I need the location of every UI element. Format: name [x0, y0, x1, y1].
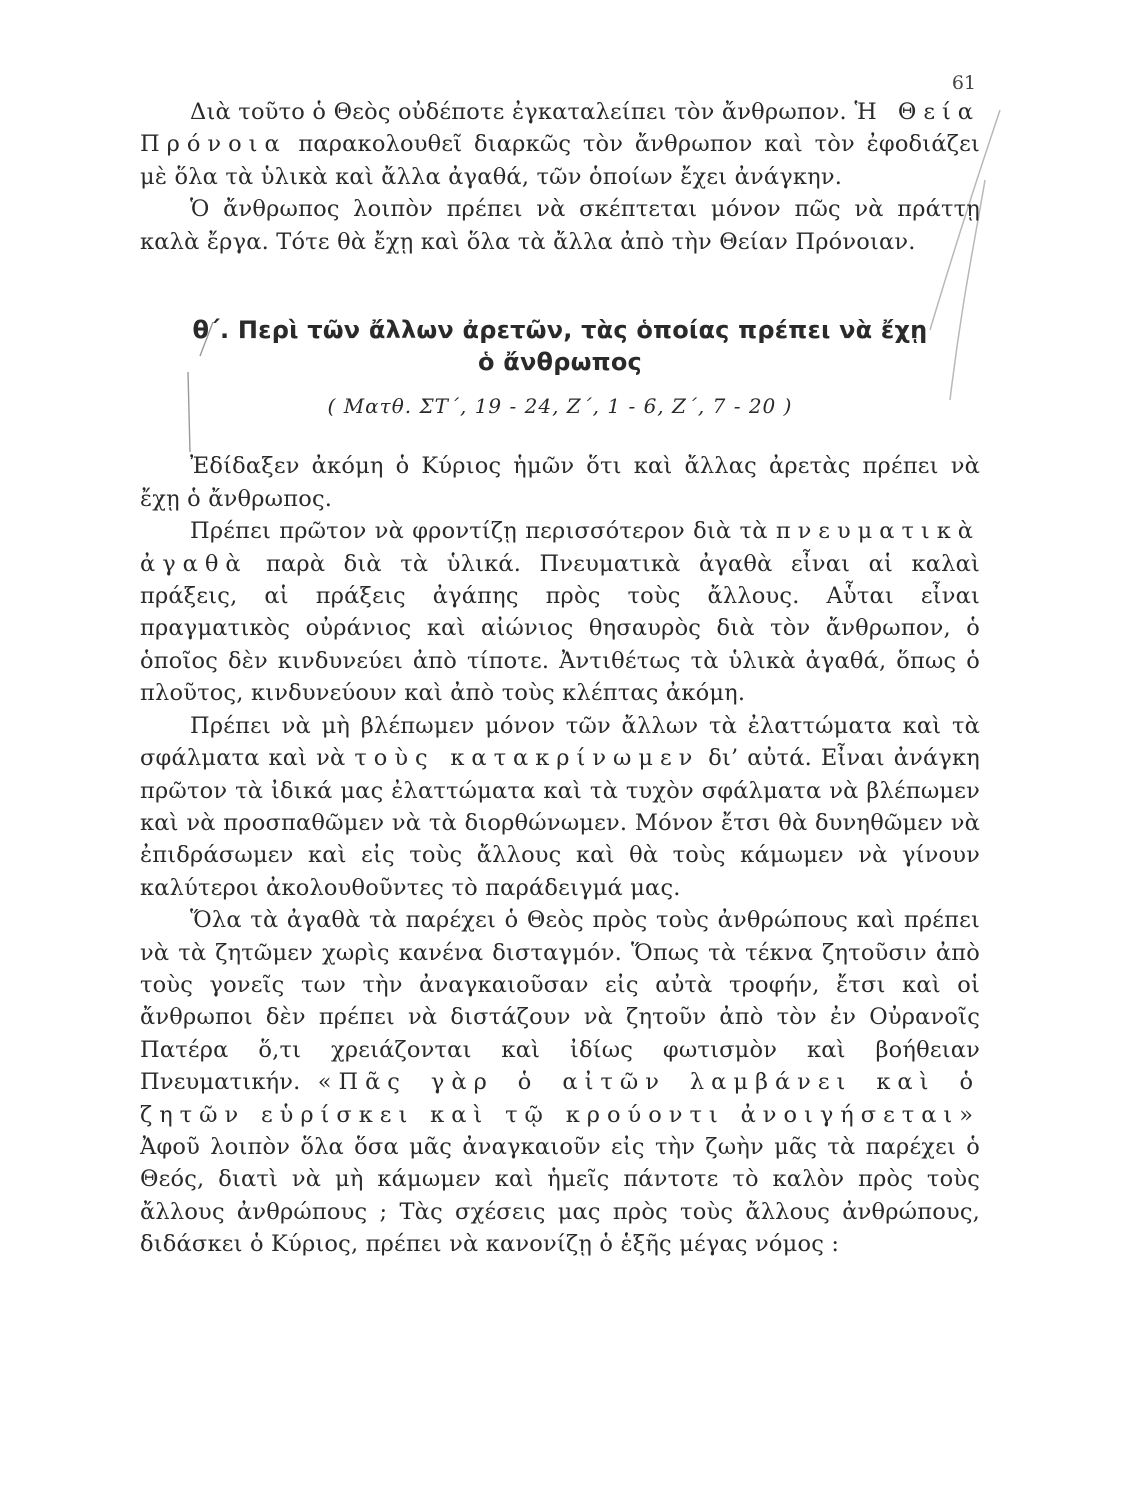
paragraph-2: Ὁ ἄνθρωπος λοιπὸν πρέπει νὰ σκέπτεται μόνον πῶς νὰ πράττῃ καλὰ ἔργα. Τότε θὰ ἔχῃ καὶ ὅλα τὰ ἄλλα ἀπὸ τὴν Θείαν Πρόνοιαν.	[140, 196, 980, 255]
paragraph-6-quotation: «Πᾶς γὰρ ὁ αἰτῶν λαμβάνει καὶ ὁ ζητῶν εὑρίσκει καὶ τῷ κρούοντι ἀνοιγήσεται»	[140, 1069, 980, 1128]
paragraph-5	[140, 710, 980, 904]
paragraph-1-spaced-text: Ἡ Θεία Πρόνοια	[140, 99, 980, 158]
paragraph-4	[140, 515, 980, 709]
paragraph-5-text-a: Πρέπει νὰ μὴ βλέπωμεν μόνον τῶν ἄλλων τὰ ἐλαττώματα καὶ τὰ σφάλματα καὶ νὰ	[140, 712, 980, 772]
paragraph-3: Ἐδίδαξεν ἀκόμη ὁ Κύριος ἡμῶν ὅτι καὶ ἄλλας ἀρετὰς πρέπει νὰ ἔχῃ ὁ ἄνθρωπος.	[140, 453, 980, 512]
page-number: 61	[951, 72, 976, 94]
paragraph-5-text-c: δι’ αὐτά. Εἶναι ἀνάγκη πρῶτον τὰ ἰδικά μας ἐλαττώματα καὶ τὰ τυχὸν σφάλματα νὰ βλέπωμεν καὶ νὰ προσπαθῶμεν νὰ τὰ διορθώνωμεν. Μόνον ἔτσι θὰ δυνηθῶμεν νὰ ἐπιδράσωμεν καὶ εἰς τοὺς ἄλλους καὶ θὰ τοὺς κάμωμεν νὰ γίνουν καλύτεροι ἀκολουθοῦντες τὸ παράδειγμά μας.	[140, 745, 980, 901]
paragraph-4-text-a: Πρέπει πρῶτον νὰ φροντίζῃ περισσότερον διὰ τὰ	[190, 518, 776, 545]
section-heading	[140, 314, 980, 378]
paragraph-4-text-c: παρὰ διὰ τὰ ὑλικά. Πνευματικὰ ἀγαθὰ εἶναι αἱ καλαὶ πράξεις, αἱ πράξεις ἀγάπης πρὸς τοὺς ἄλλους. Αὗται εἶναι πραγματικὸς οὐράνιος καὶ αἰώνιος θησαυρὸς διὰ τὸν ἄνθρωπον, ὁ ὁποῖος δὲν κινδυνεύει ἀπὸ τίποτε. Ἀντιθέτως τὰ ὑλικὰ ἀγαθά, ὅπως ὁ πλοῦτος, κινδυνεύουν καὶ ἀπὸ τοὺς κλέπτας ἀκόμη.	[140, 550, 980, 707]
paragraph-6-text-c: Ἀφοῦ λοιπὸν ὅλα ὅσα μᾶς ἀναγκαιοῦν εἰς τὴν ζωὴν μᾶς τὰ παρέχει ὁ Θεός, διατὶ νὰ μὴ κάμωμεν καὶ ἡμεῖς πάντοτε τὸ καλὸν πρὸς τοὺς ἄλλους ἀνθρώπους ; Τὰς σχέσεις μας πρὸς τοὺς ἄλλους ἀνθρώπους, διδάσκει ὁ Κύριος, πρέπει νὰ κανονίζῃ ὁ ἑξῆς μέγας νόμος :	[140, 1133, 980, 1258]
paragraph-4-spaced-text: πνευματικὰ ἀγαθὰ	[140, 518, 980, 577]
paragraph-1-text-c: παρακολουθεῖ διαρκῶς τὸν ἄνθρωπον καὶ τὸν ἐφοδιάζει μὲ ὅλα τὰ ὑλικὰ καὶ ἄλλα ἀγαθά, τῶν ὁποίων ἔχει ἀνάγκην.	[140, 131, 980, 190]
paragraph-6-text-a: Ὅλα τὰ ἀγαθὰ τὰ παρέχει ὁ Θεὸς πρὸς τοὺς ἀνθρώπους καὶ πρέπει νὰ τὰ ζητῶμεν χωρὶς κανένα δισταγμόν. Ὅπως τὰ τέκνα ζητοῦσιν ἀπὸ τοὺς γονεῖς των τὴν ἀναγκαιοῦσαν εἰς αὐτὰ τροφήν, ἔτσι καὶ οἱ ἄνθρωποι δὲν πρέπει νὰ διστάζουν νὰ ζητοῦν ἀπὸ τὸν ἐν Οὐρανοῖς Πατέρα ὅ,τι χρειάζονται καὶ ἰδίως φωτισμὸν καὶ βοήθειαν Πνευματικήν.	[140, 907, 980, 1096]
section-heading-line-1: θ΄. Περὶ τῶν ἄλλων ἀρετῶν, τὰς ὁποίας πρέπει νὰ ἔχῃ	[192, 316, 928, 345]
paragraph-6	[140, 904, 980, 1260]
paragraph-5-spaced-text: τοὺς κατακρίνωμεν	[354, 745, 700, 772]
body-text	[140, 96, 980, 1261]
paragraph-1-text-a: Διὰ τοῦτο ὁ Θεὸς οὐδέποτε ἐγκαταλείπει τὸν ἄνθρωπον.	[190, 99, 855, 125]
paragraph-1	[140, 96, 980, 193]
section-heading-line-2: ὁ ἄνθρωπος	[478, 348, 642, 377]
scripture-citation: ( Ματθ. ΣΤ΄, 19 - 24, Ζ΄, 1 - 6, Ζ΄, 7 - 20 )	[327, 394, 793, 419]
